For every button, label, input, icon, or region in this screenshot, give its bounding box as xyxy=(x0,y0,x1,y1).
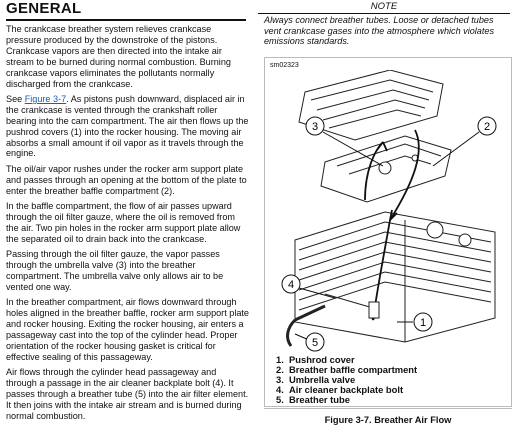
callout-5 xyxy=(295,333,324,351)
paragraph-3: The oil/air vapor rushes under the rocker arm support plate and passes through an opening at the bottom of the plate to enter the breather baffle compartment (2). xyxy=(6,163,247,196)
legend-item xyxy=(276,395,512,405)
note-title: NOTE xyxy=(370,1,398,12)
figure-legend xyxy=(276,355,512,405)
paragraph-2-pre: See xyxy=(6,93,25,104)
paragraph-1: The crankcase breather system relieves crankcase pressure produced by the downstroke of the pistons. Crankcase vapors are then directed into the intake air stream to be burned during normal combustion. Burning crankcase vapors eliminates the pollutants normally discharged from the crankcase. xyxy=(6,24,231,89)
legend-item-number: 5. xyxy=(276,394,284,406)
callout-4-label: 4 xyxy=(287,279,295,291)
legend-item-text: Pushrod cover xyxy=(289,354,355,365)
legend-item-number: 4. xyxy=(276,384,284,396)
heading-rule xyxy=(6,19,246,21)
note-rule xyxy=(258,13,510,14)
callout-5-label: 5 xyxy=(311,337,319,349)
paragraph-5: Passing through the oil filter gauze, the vapor passes through the umbrella valve (3) into the breather compartment. The umbrella valve only allows air to be vented one way. xyxy=(6,249,224,292)
section-heading: GENERAL xyxy=(6,0,82,17)
callout-2-label: 2 xyxy=(483,121,491,133)
paragraph-2-post: . As pistons push downward, displaced air in the crankcase is vented through the crankshaft roller bearing into the cam compartment. The air then flows up the pushrod covers (1) into the rocker housing. The moving air absorbs a small amount if oil vapor as it travels through the engine. xyxy=(6,93,249,159)
callout-1-label: 1 xyxy=(419,317,427,329)
callout-2 xyxy=(433,117,496,166)
body-text xyxy=(6,24,249,426)
legend-rule xyxy=(264,408,512,409)
legend-item-text: Umbrella valve xyxy=(289,374,356,386)
callout-3-label: 3 xyxy=(311,121,319,133)
figure-id: sm02323 xyxy=(270,62,299,69)
legend-item-number: 2. xyxy=(276,364,284,376)
legend-item-text: Breather tube xyxy=(289,394,350,406)
breather-baffle-drawing xyxy=(321,136,451,202)
paragraph-6: In the breather compartment, air flows downward through holes aligned in the breather baffle, rocker arm support plate and rocker housing. Exiting the rocker housing, air enters a passageway cast into the top of the cylinder head. Proper orientation of the rocker housing gasket is critical for effective sealing of this passageway. xyxy=(6,297,249,362)
legend-item-text: Air cleaner backplate bolt xyxy=(289,384,404,396)
legend-item-number: 1. xyxy=(276,354,284,365)
legend-item-number: 3. xyxy=(276,374,284,386)
engine-illustration xyxy=(265,70,511,352)
paragraph-4: In the baffle compartment, the flow of air passes upward through the oil filter gauze, where the oil is removed from the air. Two pin holes in the rocker arm support plate allow the separated oil to drain back into the crankcase. xyxy=(6,201,241,244)
figure-caption: Figure 3-7. Breather Air Flow xyxy=(324,415,452,425)
cylinder-head-drawing xyxy=(295,212,495,342)
note-text: Always connect breather tubes. Loose or detached tubes vent crankcase gases into the atmosphere which violates emissions standards. xyxy=(264,15,494,47)
legend-item-text: Breather baffle compartment xyxy=(289,364,418,376)
paragraph-7: Air flows through the cylinder head passageway and through a passage in the air cleaner backplate bolt (4). It passes through a breather tube (5) into the air filter element. It then joins with the intake air stream and is burned during normal combustion. xyxy=(6,367,249,421)
paragraph-2 xyxy=(6,94,249,159)
figure-link[interactable]: Figure 3-7 xyxy=(24,93,67,104)
